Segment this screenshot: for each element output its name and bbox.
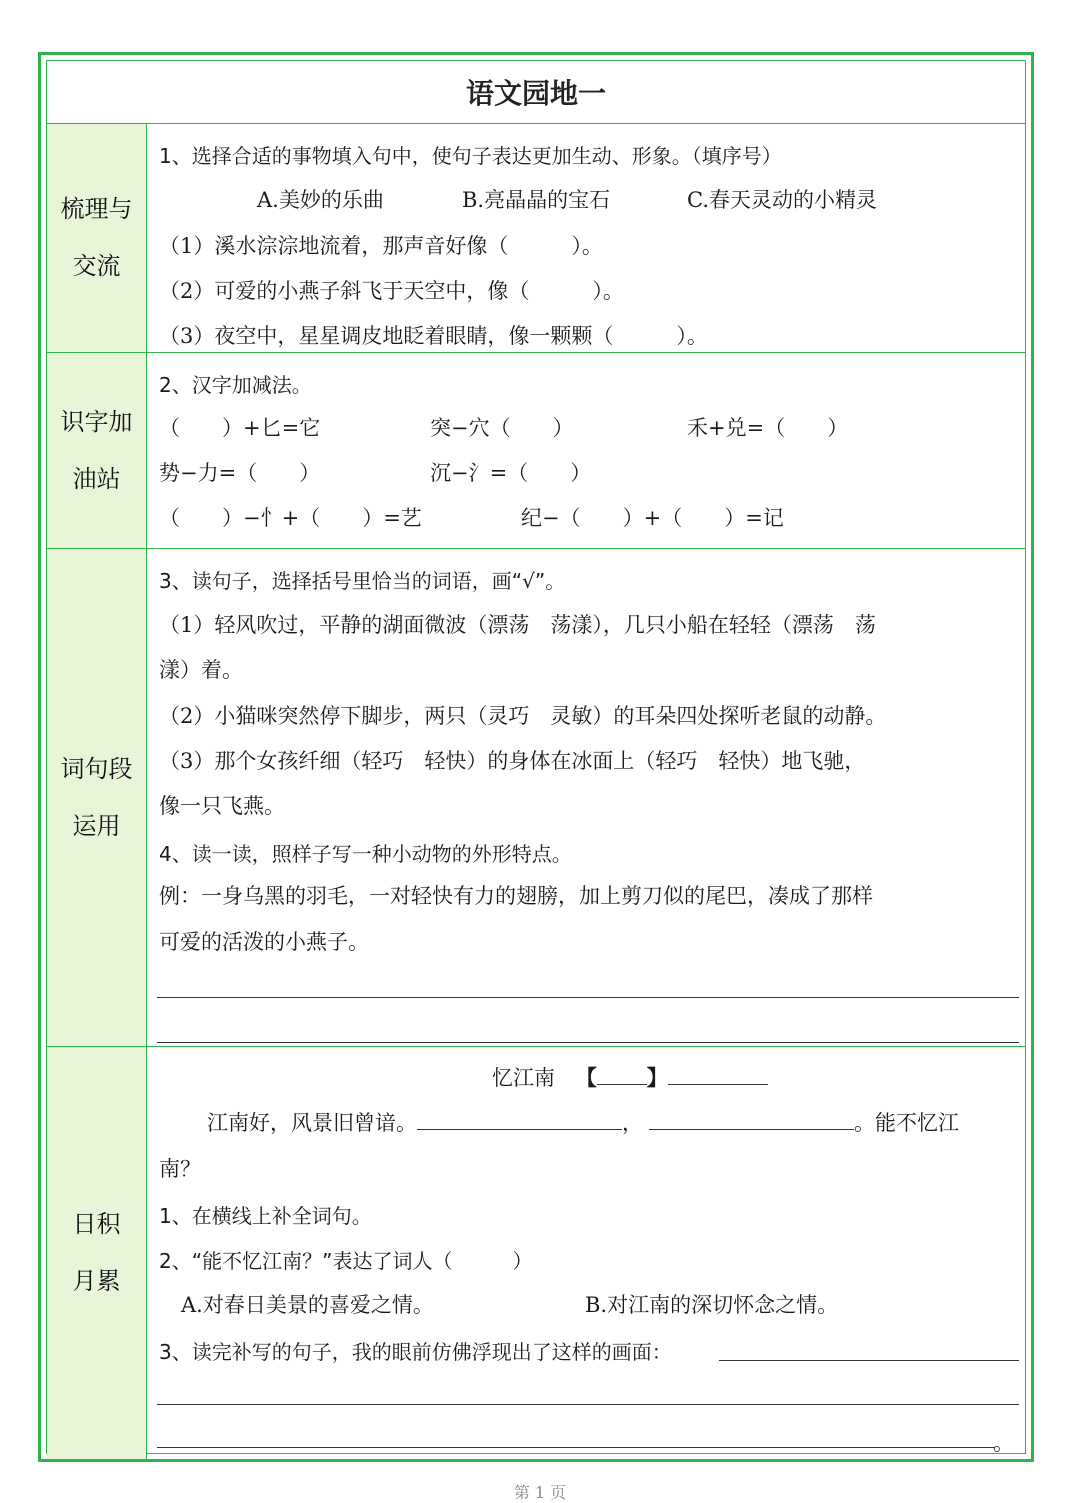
poem-blank-1[interactable] bbox=[417, 1129, 622, 1130]
page-title: 语文园地一 bbox=[47, 61, 1025, 124]
section-accumulation bbox=[47, 1047, 1025, 1459]
worksheet-frame bbox=[38, 52, 1034, 1462]
fill-item-2[interactable]: （2）可爱的小燕子斜飞于天空中，像（ ）。 bbox=[159, 279, 624, 303]
section-label bbox=[47, 124, 147, 352]
section-label bbox=[47, 1047, 147, 1459]
section-content bbox=[147, 549, 1025, 1046]
math-item[interactable]: 沉−氵=（ ） bbox=[430, 461, 592, 485]
example-text-cont: 可爱的活泼的小燕子。 bbox=[159, 930, 369, 954]
option-a: A.美妙的乐曲 bbox=[257, 188, 384, 212]
poem-comma: ， bbox=[622, 1111, 643, 1135]
fill-item-1[interactable]: （1）溪水淙淙地流着，那声音好像（ ）。 bbox=[159, 234, 603, 258]
label-line-1: 识字加 bbox=[60, 407, 133, 436]
section-content bbox=[147, 353, 1025, 548]
label-line-1: 词句段 bbox=[60, 754, 133, 783]
question-title: 1、选择合适的事物填入句中，使句子表达更加生动、形象。（填序号） bbox=[159, 144, 782, 168]
answer-line[interactable] bbox=[157, 1447, 995, 1448]
label-line-1: 日积 bbox=[72, 1210, 121, 1238]
section-review bbox=[47, 124, 1025, 353]
poem-title: 忆江南 bbox=[492, 1066, 555, 1090]
author-blank[interactable] bbox=[668, 1084, 768, 1085]
question-2[interactable]: 2、“能不忆江南？”表达了词人（ ） bbox=[159, 1249, 533, 1273]
label-line-2: 油站 bbox=[72, 464, 121, 493]
section-characters bbox=[47, 353, 1025, 549]
answer-line[interactable] bbox=[719, 1360, 1019, 1361]
choice-item-2[interactable]: （2）小猫咪突然停下脚步，两只（灵巧 灵敏）的耳朵四处探听老鼠的动静。 bbox=[159, 704, 887, 728]
question-title: 3、读句子，选择括号里恰当的词语，画“√”。 bbox=[159, 569, 566, 593]
poem-end: 。能不忆江 bbox=[854, 1111, 959, 1135]
math-item[interactable]: （ ）+匕=它 bbox=[159, 416, 321, 440]
option-c: C.春天灵动的小精灵 bbox=[687, 188, 877, 212]
poem-title-line bbox=[492, 1062, 768, 1092]
answer-line[interactable] bbox=[157, 1404, 1019, 1405]
page-footer: 第 1 页 bbox=[513, 1483, 567, 1502]
math-item[interactable]: 纪−（ ）+（ ）=记 bbox=[521, 506, 784, 530]
worksheet-inner bbox=[46, 60, 1026, 1454]
bracket-left: 【 bbox=[575, 1065, 597, 1090]
section-content bbox=[147, 124, 1025, 352]
math-item[interactable]: 突−穴（ ） bbox=[430, 416, 574, 440]
label-line-2: 运用 bbox=[72, 811, 121, 840]
question-1: 1、在横线上补全词句。 bbox=[159, 1204, 372, 1228]
fill-item-3[interactable]: （3）夜空中，星星调皮地眨着眼睛，像一颗颗（ ）。 bbox=[159, 324, 708, 348]
math-item[interactable]: 禾+兑=（ ） bbox=[687, 416, 849, 440]
math-item[interactable]: （ ）−忄+（ ）=艺 bbox=[159, 506, 422, 530]
label-line-1: 梳理与 bbox=[60, 195, 133, 223]
section-content bbox=[147, 1047, 1025, 1459]
choice-item-1[interactable]: （1）轻风吹过，平静的湖面微波（漂荡 荡漾），几只小船在轻轻（漂荡 荡 bbox=[159, 613, 876, 637]
choice-item-3-cont: 像一只飞燕。 bbox=[159, 794, 285, 818]
bracket-right: 】 bbox=[646, 1065, 668, 1090]
poem-line-cont: 南？ bbox=[159, 1157, 201, 1181]
option-b: B.亮晶晶的宝石 bbox=[462, 188, 611, 212]
answer-line[interactable] bbox=[157, 1042, 1019, 1043]
section-label bbox=[47, 353, 147, 548]
section-label bbox=[47, 549, 147, 1046]
answer-line[interactable] bbox=[157, 997, 1019, 998]
poem-blank-2[interactable] bbox=[649, 1129, 854, 1130]
dynasty-blank[interactable] bbox=[597, 1084, 647, 1085]
label-line-2: 交流 bbox=[72, 252, 121, 280]
example-text: 例：一身乌黑的羽毛，一对轻快有力的翅膀，加上剪刀似的尾巴，凑成了那样 bbox=[159, 884, 873, 908]
question-title: 2、汉字加减法。 bbox=[159, 373, 312, 397]
choice-item-3[interactable]: （3）那个女孩纤细（轻巧 轻快）的身体在冰面上（轻巧 轻快）地飞驰， bbox=[159, 749, 866, 773]
label-line-2: 月累 bbox=[72, 1267, 121, 1295]
end-mark: 。 bbox=[993, 1431, 1014, 1455]
answer-option-b[interactable]: B.对江南的深切怀念之情。 bbox=[585, 1293, 839, 1317]
math-item[interactable]: 势−力=（ ） bbox=[159, 461, 321, 485]
answer-option-a[interactable]: A.对春日美景的喜爱之情。 bbox=[181, 1293, 434, 1317]
poem-line bbox=[207, 1107, 959, 1137]
question-title: 4、读一读，照样子写一种小动物的外形特点。 bbox=[159, 842, 572, 866]
section-usage bbox=[47, 549, 1025, 1047]
question-3: 3、读完补写的句子，我的眼前仿佛浮现出了这样的画面： bbox=[159, 1340, 672, 1364]
poem-text: 江南好，风景旧曾谙。 bbox=[207, 1111, 417, 1135]
choice-item-1-cont: 漾）着。 bbox=[159, 658, 243, 682]
